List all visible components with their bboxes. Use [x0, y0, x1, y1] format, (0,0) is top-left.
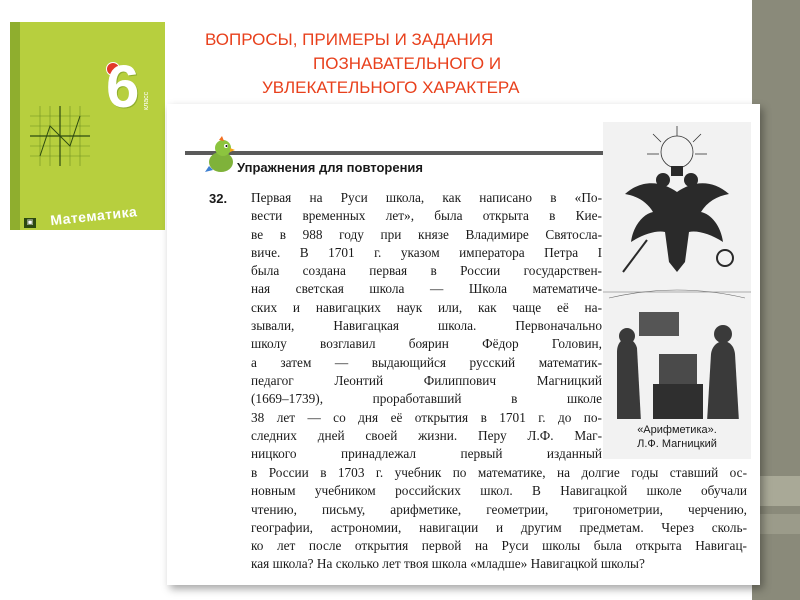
- exercise-text-wide: [251, 464, 747, 574]
- cover-title: Математика: [49, 203, 138, 229]
- text-line: вести временных лет», была открыта в Кие-: [251, 208, 602, 224]
- exercise-text-narrow: [251, 189, 602, 463]
- slide-title-line: ВОПРОСЫ, ПРИМЕРЫ И ЗАДАНИЯ: [205, 30, 494, 49]
- textbook-page: [167, 104, 760, 585]
- text-line: 38 лет — со дня её открытия в 1701 г. до по-: [251, 409, 602, 425]
- text-line: ве в 988 году при князе Владимире Святосла-: [251, 226, 602, 242]
- text-line: зывали, Навигацкая школа. Первоначально: [251, 318, 602, 334]
- text-line: ских и навигацких наук или, как чаще её на-: [251, 299, 602, 315]
- text-line: ницкого принадлежал первый изданный: [251, 446, 602, 462]
- coordinate-grid-icon: [30, 106, 90, 166]
- arithmetic-engraving-image: [603, 122, 751, 422]
- text-line: новным учебником российских школ. В Навигацкой школе обучали: [251, 483, 747, 499]
- cover-spine-stripe: [10, 22, 20, 230]
- text-line: (1669–1739), проработавший в школе: [251, 391, 602, 407]
- text-line: виче. В 1701 г. указом императора Петра I: [251, 244, 602, 260]
- engraving-caption: [603, 419, 751, 459]
- text-line: ная светская школа — Школа математиче-: [251, 281, 602, 297]
- text-line: чтению, письму, арифметике, геометрии, тригонометрии, черчению,: [251, 501, 747, 517]
- parrot-mascot-icon: [203, 136, 239, 176]
- text-line: Первая на Руси школа, как написано в «По-: [251, 190, 602, 205]
- publisher-mark-icon: ▣: [24, 218, 36, 228]
- text-line: была создана первая в России государствен-: [251, 263, 602, 279]
- section-title: Упражнения для повторения: [237, 160, 424, 175]
- caption-line: Л.Ф. Магницкий: [637, 438, 717, 450]
- text-line: следних дней своей жизни. Перу Л.Ф. Маг-: [251, 427, 602, 443]
- text-line: педагог Леонтий Филиппович Магницкий: [251, 372, 602, 388]
- text-line: кая школа? На сколько лет твоя школа «младше» Навигацкой школы?: [251, 556, 645, 572]
- text-line: школу возглавил боярин Фёдор Головин,: [251, 336, 602, 352]
- textbook-cover: [10, 22, 165, 230]
- text-line: ко лет после открытия первой на Руси школы была открыта Навигац-: [251, 538, 747, 554]
- caption-line: «Арифметика».: [637, 424, 717, 436]
- slide-title-line: УВЛЕКАТЕЛЬНОГО ХАРАКТЕРА: [262, 78, 520, 97]
- text-line: географии, астрономии, навигации и другим предметам. Через сколь-: [251, 519, 747, 535]
- cover-klass: класс: [143, 91, 150, 110]
- text-line: в России в 1703 г. учебник по математике, на долгие годы ставший ос-: [251, 465, 747, 480]
- slide-title-line: ПОЗНАВАТЕЛЬНОГО И: [313, 54, 502, 73]
- text-line: а затем — выдающийся русский математик-: [251, 354, 602, 370]
- cover-grade: 6: [106, 53, 140, 120]
- exercise-number: 32.: [209, 191, 228, 206]
